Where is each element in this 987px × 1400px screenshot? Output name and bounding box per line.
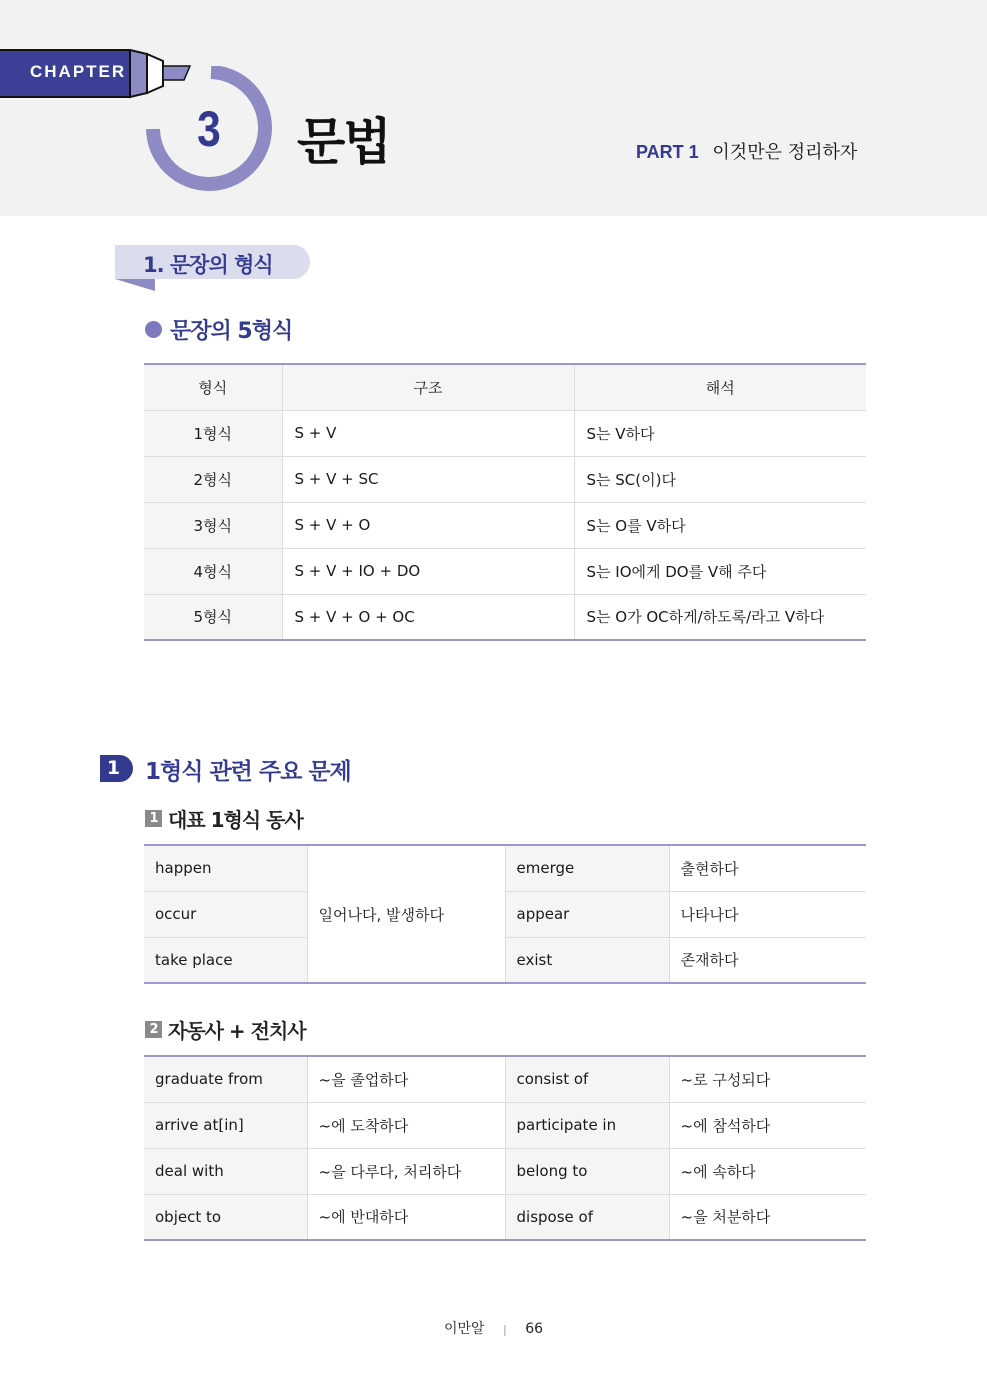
table-row [144, 891, 866, 937]
cell: S + V [282, 410, 574, 456]
cell: S는 SC(이)다 [574, 456, 866, 502]
cell: ~에 도착하다 [307, 1102, 505, 1148]
cell: 3형식 [144, 502, 282, 548]
table-row [144, 1102, 866, 1148]
cell: S는 O를 V하다 [574, 502, 866, 548]
number-square-icon: 1 [145, 810, 162, 827]
table-row [144, 1056, 866, 1102]
cell: graduate from [144, 1056, 307, 1102]
cell: ~에 참석하다 [669, 1102, 866, 1148]
page-footer [0, 1318, 987, 1338]
cell: 나타나다 [669, 891, 866, 937]
part-text: 이것만은 정리하자 [712, 142, 858, 163]
table-header-row [144, 364, 866, 410]
cell: consist of [505, 1056, 669, 1102]
cell: 일어나다, 발생하다 [307, 845, 505, 983]
chapter-number: 3 [197, 101, 221, 157]
part-heading [636, 138, 857, 164]
cell: object to [144, 1194, 307, 1240]
cell: happen [144, 845, 307, 891]
bullet-dot-icon [145, 321, 162, 338]
header-cell: 해석 [574, 364, 866, 410]
cell: 5형식 [144, 594, 282, 640]
cell: 1형식 [144, 410, 282, 456]
cell: 존재하다 [680, 951, 739, 970]
chapter-label: CHAPTER [30, 62, 127, 81]
number-square-icon: 2 [145, 1021, 162, 1038]
header-cell: 구조 [282, 364, 574, 410]
table-row [144, 1148, 866, 1194]
cell: ~에 속하다 [669, 1148, 866, 1194]
part-label: PART 1 [636, 142, 699, 162]
subsection-title [145, 314, 292, 345]
intransitive-verbs-table [144, 844, 866, 984]
cell: 4형식 [144, 548, 282, 594]
cell: arrive at[in] [144, 1102, 307, 1148]
chapter-title: 문법 [297, 113, 390, 171]
table-row [144, 845, 866, 891]
cell: S는 O가 OC하게/하도록/라고 V하다 [586, 608, 825, 627]
book-title: 이만알 [443, 1321, 485, 1337]
cell: take place [144, 937, 307, 983]
minor-title-2 [145, 1015, 306, 1044]
table-row [144, 456, 866, 502]
cell: S + V + SC [282, 456, 574, 502]
cell: participate in [505, 1102, 669, 1148]
header-cell: 형식 [144, 364, 282, 410]
cell: S는 V하다 [574, 410, 866, 456]
table-row [144, 502, 866, 548]
cell: deal with [144, 1148, 307, 1194]
table-row [144, 937, 866, 983]
minor-title-text: 자동사 + 전치사 [168, 1019, 306, 1043]
subsection-title-text: 문장의 5형식 [170, 319, 293, 344]
cell: 출현하다 [669, 845, 866, 891]
cell: appear [505, 891, 669, 937]
minor-title-1 [145, 804, 303, 833]
section-title: 1. 문장의 형식 [143, 253, 273, 277]
cell: dispose of [505, 1194, 669, 1240]
cell: S + V + IO + DO [282, 548, 574, 594]
section-tab-tail [115, 279, 155, 291]
cell: belong to [505, 1148, 669, 1194]
sentence-forms-table [144, 363, 866, 641]
table-row [144, 548, 866, 594]
cell: ~에 반대하다 [307, 1194, 505, 1240]
verb-preposition-table [144, 1055, 866, 1241]
table-row [144, 594, 866, 640]
cell: 2형식 [144, 456, 282, 502]
minor-title-text: 대표 1형식 동사 [168, 808, 303, 832]
cell: ~을 졸업하다 [307, 1056, 505, 1102]
chapter-header [0, 0, 987, 216]
table-row [144, 410, 866, 456]
cell: occur [144, 891, 307, 937]
cell: S는 IO에게 DO를 V해 주다 [574, 548, 866, 594]
cell: ~을 처분하다 [680, 1208, 771, 1227]
footer-separator: | [503, 1323, 507, 1336]
page-number: 66 [525, 1321, 544, 1337]
cell: exist [505, 937, 669, 983]
problem-title: 1형식 관련 주요 문제 [145, 759, 351, 785]
problem-number-badge: 1 [100, 755, 133, 782]
cell: S + V + O + OC [282, 594, 574, 640]
cell: ~을 다루다, 처리하다 [307, 1148, 505, 1194]
cell: S + V + O [282, 502, 574, 548]
cell: emerge [505, 845, 669, 891]
table-row [144, 1194, 866, 1240]
cell: ~로 구성되다 [669, 1056, 866, 1102]
